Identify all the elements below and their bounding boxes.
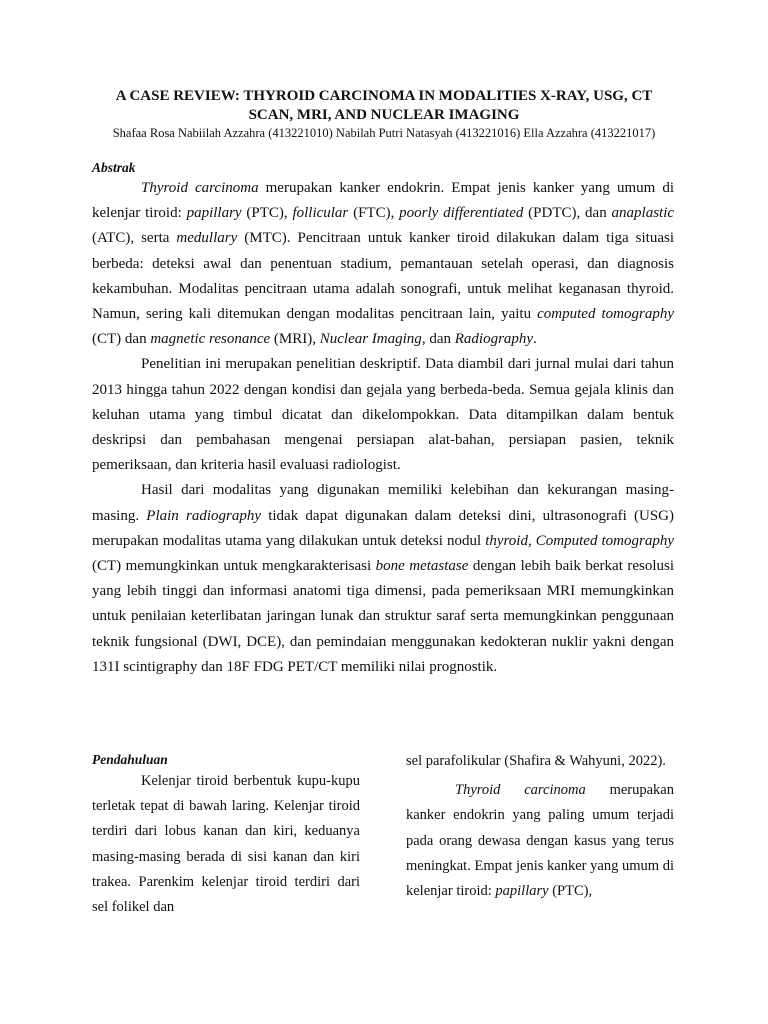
term-thyroid-carcinoma: Thyroid carcinoma (141, 180, 259, 196)
abstract-paragraph-3 (92, 478, 674, 680)
text-run: , dan (421, 331, 455, 348)
abstract-body (92, 176, 674, 680)
abstract-paragraph-1 (92, 176, 674, 352)
text-run: , (527, 532, 536, 549)
intro-right-column (406, 749, 674, 904)
term-computed-tomography: computed tomography (537, 306, 674, 323)
term-magnetic-resonance: magnetic resonance (150, 331, 271, 348)
abstract-paragraph-2: Penelitian ini merupakan penelitian deskriptif. Data diambil dari jurnal mulai dari tahun 2013 hingga tahun 2022 dengan kondisi dan gejala yang berbeda-beda. Semua gejala klinis dan keluhan utama yang timbul dicatat dan dikelompokkan. Data ditampilkan dalam bentuk deskripsi dan pembahasan mengenai persiapan alat-bahan, persiapan pasien, teknik pemeriksaan, dan kriteria hasil evaluasi radiologist. (92, 356, 674, 474)
intro-left-column (92, 751, 360, 920)
text-run: (CT) memungkinkan untuk mengkarakterisasi (92, 558, 376, 575)
abstract-heading: Abstrak (92, 160, 136, 175)
intro-paragraph-1-continued: sel parafolikular (Shafira & Wahyuni, 2022). (406, 753, 666, 769)
text-run: (PTC), (548, 883, 593, 900)
term-follicular: follicular (292, 205, 349, 222)
text-run: merupakan kanker endokrin yang paling umum terjadi pada orang dewasa dengan kasus yang terus meningkat. Empat jenis kanker yang umum di kelenjar tiroid: (406, 782, 674, 900)
text-run: (ATC), serta (92, 230, 177, 247)
intro-paragraph-2 (406, 778, 674, 904)
term-plain-radiography: Plain radiography (146, 507, 262, 524)
author-list: Shafaa Rosa Nabiilah Azzahra (413221010) Nabilah Putri Natasyah (413221016) Ella Azzahra (413221017) (112, 126, 656, 140)
term-bone-metastase: bone metastase (375, 558, 469, 575)
term-poorly-differentiated: poorly differentiated (399, 205, 524, 222)
text-run: (PDTC), dan (523, 205, 612, 222)
text-run: . (533, 331, 537, 348)
term-radiography: Radiography (454, 331, 534, 348)
paper-title: A CASE REVIEW: THYROID CARCINOMA IN MODALITIES X-RAY, USG, CT SCAN, MRI, AND NUCLEAR IMAGING (115, 88, 653, 123)
term-thyroid-carcinoma: Thyroid carcinoma (455, 782, 586, 799)
term-nuclear-imaging: Nuclear Imaging (319, 331, 422, 348)
text-run: (PTC), (241, 205, 293, 222)
text-run: merupakan kanker endokrin. Empat jenis kanker yang umum di kelenjar tiroid: (92, 180, 674, 222)
text-run: (MRI), (270, 331, 320, 348)
text-run: dengan lebih baik berkat resolusi yang lebih tinggi dan informasi anatomi tiga dimensi, pada pemeriksaan MRI memungkinkan untuk penilaian keterlibatan jaringan lunak dan struktur saraf serta memungkinkan penggunaan teknik fungsional (DWI, DCE), dan pemindaian menggunakan kedokteran nuklir yakni dengan 131I scintigraphy dan 18F FDG PET/CT memiliki nilai prognostik. (92, 558, 674, 675)
text-run: (CT) dan (92, 331, 151, 348)
intro-heading: Pendahuluan (92, 752, 168, 767)
term-medullary: medullary (176, 230, 238, 247)
text-run: tidak dapat digunakan dalam deteksi dini, ultrasonografi (USG) merupakan modalitas utama yang dilakukan untuk deteksi nodul (92, 507, 674, 549)
intro-paragraph-1: Kelenjar tiroid berbentuk kupu-kupu terletak tepat di bawah laring. Kelenjar tiroid terdiri dari lobus kanan dan kiri, keduanya masing-masing berada di sisi kanan dan kiri trakea. Parenkim kelenjar tiroid terdiri dari sel folikel dan (92, 773, 360, 916)
term-papillary: papillary (186, 205, 242, 222)
text-run: (FTC), (348, 205, 400, 222)
term-papillary: papillary (495, 883, 549, 900)
term-computed-tomography: Computed tomography (535, 532, 674, 549)
text-run: (MTC). Pencitraan untuk kanker tiroid dilakukan dalam tiga situasi berbeda: deteksi awal dan penentuan stadium, pemantauan setelah operasi, dan diagnosis kekambuhan. Modalitas pencitraan utama adalah sonografi, untuk melihat keganasan thyroid. Namun, sering kali ditemukan dengan modalitas pencitraan lain, yaitu (92, 230, 674, 323)
term-thyroid: thyroid (485, 532, 528, 549)
text-run: Hasil dari modalitas yang digunakan memiliki kelebihan dan kekurangan masing-masing. (92, 482, 674, 524)
term-anaplastic: anaplastic (611, 205, 675, 222)
